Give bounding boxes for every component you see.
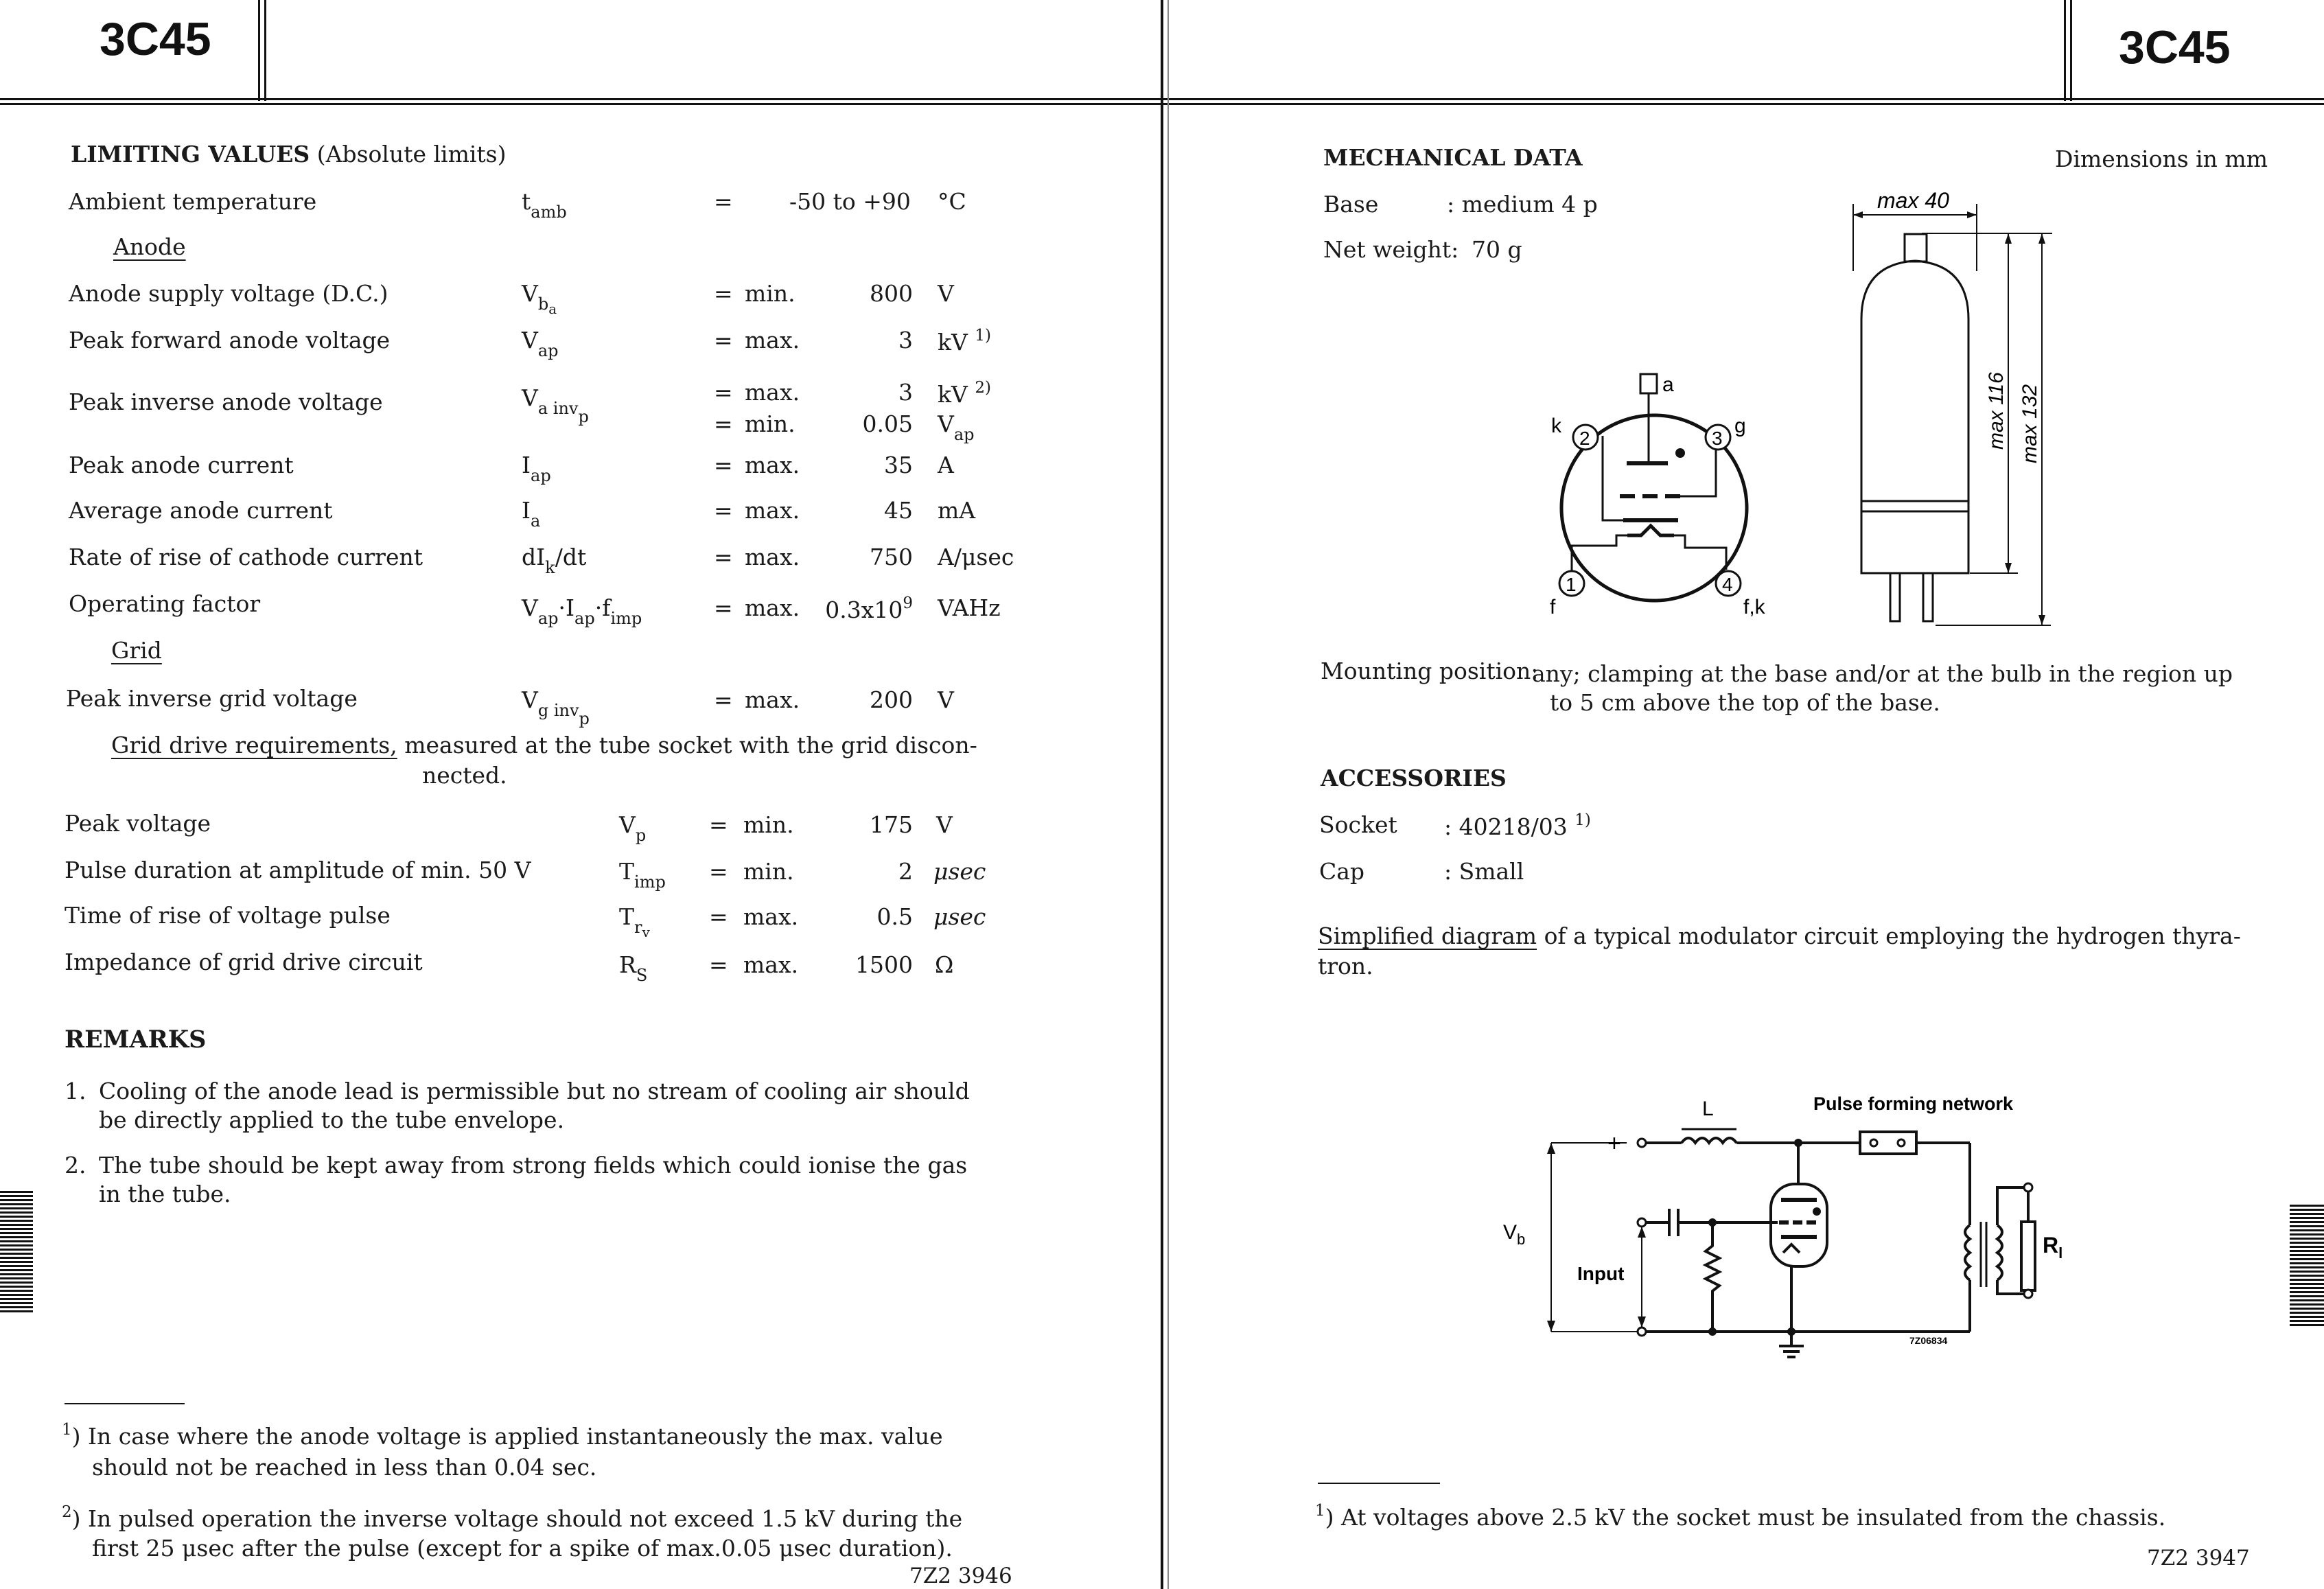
row-unit: V: [938, 280, 954, 307]
weight-label: Net weight:: [1323, 236, 1459, 263]
sym-main: I: [522, 452, 531, 478]
mounting-text-cont: to 5 cm above the top of the base.: [1550, 689, 1940, 716]
node-resistor-bottom: [1708, 1327, 1717, 1336]
row-qual: max.: [745, 497, 800, 524]
drive-row-symbol: [619, 903, 650, 940]
drive-row-label: Pulse duration at amplitude of min. 50 V: [65, 857, 531, 883]
drive-heading: Grid drive requirements,: [111, 732, 397, 758]
sym-sub-a: r: [634, 918, 642, 937]
row-eq: =: [714, 327, 733, 353]
right-title-box-divider-2: [2070, 0, 2072, 101]
grid-row-unit: V: [938, 686, 954, 713]
drive-row-symbol: [619, 811, 646, 845]
row-eq: =: [714, 379, 733, 406]
label-code: 7Z06834: [1909, 1335, 1948, 1346]
sym-main: T: [619, 858, 635, 885]
pin-label-4: 4: [1722, 574, 1733, 595]
drive-row-qual: max.: [743, 951, 799, 978]
drive-row-unit: μsec: [933, 903, 986, 930]
row-symbol: [522, 384, 589, 426]
row-label: Peak inverse anode voltage: [69, 388, 383, 415]
heater: [1627, 526, 1674, 535]
pin-label-f: f: [1550, 596, 1556, 618]
sym-sub-b: p: [579, 709, 590, 728]
row-label: Anode supply voltage (D.C.): [69, 280, 388, 307]
left-doc-code: 7Z2 3946: [909, 1564, 1012, 1588]
row-qual: max.: [745, 452, 800, 478]
label-input: Input: [1577, 1263, 1625, 1284]
remark-text-cont: in the tube.: [99, 1181, 231, 1207]
terminal-plus: [1638, 1139, 1646, 1147]
node-pfn-right: [1898, 1139, 1905, 1146]
remark-text-cont: be directly applied to the tube envelope.: [99, 1106, 565, 1133]
unit-sub-b: p: [964, 425, 975, 444]
sym-sub-a: a: [537, 341, 548, 360]
dimensions-note: Dimensions in mm: [2055, 146, 2268, 172]
thyratron-envelope: [1771, 1184, 1827, 1266]
anode-heading: Anode: [113, 233, 186, 260]
row-symbol: [522, 594, 642, 628]
left-footnote: [62, 1503, 962, 1532]
label-vb: [1503, 1221, 1525, 1248]
sym-sub: p: [635, 826, 647, 845]
pin-label-fk: f,k: [1743, 596, 1765, 618]
row-value: 800: [870, 280, 913, 307]
row-qual: max.: [745, 594, 800, 621]
left-title-box-divider: [258, 0, 260, 101]
sym-main: V: [522, 280, 538, 307]
row-qual: min.: [745, 410, 795, 437]
ambient-label: Ambient temperature: [69, 188, 317, 215]
base-value: : medium 4 p: [1447, 191, 1598, 218]
remarks-heading: REMARKS: [65, 1025, 207, 1054]
right-footnote-rule: [1318, 1483, 1440, 1484]
sym-sub: k: [545, 558, 555, 577]
load-resistor: [2021, 1222, 2035, 1290]
unit-sub: [954, 425, 975, 444]
drive-row-unit: μsec: [933, 858, 986, 885]
sym-sub-b: p: [540, 466, 551, 485]
drive-intro-cont: nected.: [422, 762, 507, 789]
row-value: 35: [884, 452, 913, 478]
sym-sub-b: a: [548, 301, 557, 317]
row-symbol: [522, 544, 586, 577]
pin-label-k: k: [1551, 415, 1561, 437]
label-rl-sub: l: [2058, 1244, 2063, 1262]
footnote-ref: 1): [1574, 811, 1591, 829]
row-unit: [938, 410, 975, 444]
grid-dash-1: [1620, 494, 1635, 498]
page-gutter-right: [1167, 0, 1169, 1589]
label-pfn: Pulse forming network: [1813, 1093, 2014, 1114]
label-rl: [2043, 1233, 2062, 1262]
sym-sub-a: a inv: [537, 399, 579, 418]
row-eq: =: [714, 452, 733, 478]
unit-main: kV: [938, 381, 968, 408]
unit-main: kV: [938, 329, 968, 356]
sym-sub: [537, 399, 589, 426]
thyratron-anode: [1781, 1198, 1817, 1202]
heater-lead-right: [1674, 535, 1726, 570]
row-eq: =: [714, 544, 733, 570]
sym-sub-b: p: [578, 407, 589, 426]
arrow-132-bottom: [2038, 615, 2045, 625]
row-qual: max.: [745, 327, 800, 353]
row-label: Operating factor: [69, 590, 261, 617]
grid-row-value: 200: [870, 686, 913, 713]
dim-max40: max 40: [1877, 189, 1949, 213]
unit-main: V: [938, 410, 954, 437]
row-symbol: [522, 452, 551, 485]
sym-sub: [537, 701, 590, 728]
sym-sub: imp: [634, 872, 666, 892]
sym-main: V: [522, 594, 538, 621]
pin-label-g: g: [1734, 415, 1746, 437]
row-qual: max.: [745, 379, 800, 406]
left-footnote-cont: first 25 μsec after the pulse (except for a spike of max.0.05 μsec duration).: [92, 1535, 953, 1562]
remark-number: 1.: [65, 1078, 86, 1104]
left-footnote-rule: [65, 1403, 185, 1404]
thyratron-grid-dash-3: [1806, 1220, 1816, 1225]
input-arrow-top: [1638, 1227, 1646, 1238]
value-exp: 9: [903, 594, 913, 612]
row-value: 750: [870, 544, 913, 570]
drive-row-value: 1500: [855, 951, 913, 978]
node-grid-junction: [1708, 1218, 1717, 1227]
row-qual: min.: [745, 280, 795, 307]
drive-row-value: 0.5: [876, 903, 913, 930]
ambient-value: -50 to +90: [789, 188, 911, 215]
sym-mid-2: ·f: [594, 594, 611, 621]
ambient-symbol-main: t: [522, 188, 531, 215]
footnote-text: ) At voltages above 2.5 kV the socket must be insulated from the chassis.: [1325, 1504, 2166, 1531]
right-page-title: 3C45: [2119, 21, 2231, 73]
node-pfn-left: [1870, 1139, 1877, 1146]
thyratron-heater: [1783, 1244, 1800, 1253]
gas-dot: [1675, 448, 1685, 458]
footnote-ref: 2): [975, 379, 991, 397]
grid-row-label: Peak inverse grid voltage: [66, 685, 358, 712]
footnote-mark: 2: [62, 1503, 72, 1521]
arrow-116-bottom: [2005, 563, 2012, 573]
transformer-secondary: [1997, 1225, 2002, 1280]
row-eq: =: [714, 280, 733, 307]
right-doc-code: 7Z2 3947: [2147, 1546, 2250, 1570]
limiting-values-subtitle: (Absolute limits): [316, 141, 507, 167]
left-edge-marker: [0, 1191, 33, 1314]
thyratron-cathode: [1781, 1235, 1817, 1239]
drive-row-eq: =: [709, 951, 728, 978]
sym-sub-b: v: [642, 924, 650, 940]
transformer-primary: [1965, 1225, 1970, 1280]
drive-row-label: Peak voltage: [65, 810, 211, 837]
ambient-eq: =: [714, 188, 733, 215]
bulb-outline: [1861, 261, 1968, 511]
grid-row-symbol: [522, 686, 590, 728]
arrow-132-top: [2038, 233, 2045, 244]
cap-label: Cap: [1319, 858, 1365, 885]
sym-main: I: [522, 497, 531, 524]
remark-text: Cooling of the anode lead is permissible but no stream of cooling air should: [99, 1078, 970, 1104]
terminal-input-bottom: [1638, 1327, 1646, 1336]
drive-row-qual: min.: [743, 811, 794, 838]
row-label: Average anode current: [69, 497, 333, 524]
sym-tail: /dt: [555, 544, 587, 570]
drive-row-value: 2: [898, 858, 913, 885]
drive-row-label: Impedance of grid drive circuit: [65, 949, 423, 975]
sym-main: V: [522, 686, 538, 713]
drive-row-unit: Ω: [935, 951, 954, 978]
drive-row-eq: =: [709, 903, 728, 930]
thyratron-grid-dash-2: [1793, 1220, 1802, 1225]
tube-outline-drawing: [1846, 189, 2073, 635]
drive-row-qual: min.: [743, 858, 794, 885]
grid-dash-3: [1665, 494, 1680, 498]
pin-label-1: 1: [1566, 574, 1577, 595]
footnote-mark: 1: [1315, 1502, 1325, 1520]
sym-sub-3: imp: [610, 609, 642, 628]
width-arrow-left: [1853, 211, 1863, 218]
remark-number: 2.: [65, 1152, 86, 1179]
dim-max116: max 116: [1985, 372, 2008, 450]
drive-row-eq: =: [709, 858, 728, 885]
sym-main: dI: [522, 544, 546, 570]
diagram-intro-text: of a typical modulator circuit employing the hydrogen thyra-: [1544, 923, 2241, 949]
terminal-secondary-top: [2024, 1183, 2032, 1192]
row-qual: max.: [745, 544, 800, 570]
row-symbol: [522, 280, 557, 317]
drive-text: measured at the tube socket with the grid discon-: [404, 732, 977, 758]
thyratron-grid-dash-1: [1779, 1220, 1789, 1225]
right-title-box-divider: [2064, 0, 2066, 101]
drive-row-qual: max.: [743, 903, 799, 930]
weight-value: 70 g: [1472, 236, 1522, 263]
label-rl-main: R: [2043, 1233, 2059, 1257]
sym-sub-b: p: [548, 341, 559, 360]
grid-resistor: [1706, 1222, 1719, 1332]
cathode-bar: [1623, 518, 1678, 522]
left-footnote-cont: should not be reached in less than 0.04 sec.: [92, 1454, 597, 1481]
socket-label: Socket: [1319, 811, 1397, 838]
row-eq: =: [714, 497, 733, 524]
row-unit: A: [938, 452, 954, 478]
sym-main: V: [522, 327, 538, 353]
label-vb-main: V: [1503, 1221, 1518, 1244]
row-value: 3: [898, 327, 913, 353]
drive-row-label: Time of rise of voltage pulse: [65, 902, 391, 929]
row-unit: A/μsec: [938, 544, 1014, 570]
drive-row-symbol: [619, 951, 647, 985]
arrow-116-top: [2005, 233, 2012, 244]
cap-value: : Small: [1444, 858, 1524, 885]
limiting-values-title: LIMITING VALUES: [71, 141, 310, 167]
footnote-mark: 1: [62, 1421, 72, 1439]
base-pin-diagram: [1534, 364, 1795, 625]
terminal-input-top: [1638, 1218, 1646, 1227]
right-edge-marker: [2290, 1205, 2324, 1328]
sym-main: V: [619, 811, 636, 838]
drive-row-eq: =: [709, 811, 728, 838]
pin-label-2: 2: [1579, 428, 1590, 449]
sym-sub: a: [531, 511, 541, 531]
drive-row-symbol: [619, 858, 666, 892]
grid-dash-2: [1642, 494, 1658, 498]
row-symbol: [522, 497, 540, 531]
sym-sub-a: b: [537, 294, 549, 314]
input-arrow-bottom: [1638, 1317, 1646, 1327]
label-plus: +: [1607, 1130, 1621, 1157]
diagram-intro-heading: Simplified diagram: [1318, 923, 1537, 949]
terminal-secondary-bottom: [2024, 1290, 2032, 1298]
row-value: 3: [898, 379, 913, 406]
sym-sub-a: a: [531, 466, 541, 485]
grid-row-eq: =: [714, 686, 733, 713]
diagram-intro-cont: tron.: [1318, 953, 1373, 979]
socket-value: [1444, 811, 1591, 840]
row-label: Peak anode current: [69, 452, 294, 478]
unit-sub-a: a: [953, 425, 964, 444]
row-value: [810, 594, 913, 623]
row-value: 45: [884, 497, 913, 524]
mechanical-heading: MECHANICAL DATA: [1323, 144, 1583, 171]
remark-text: The tube should be kept away from strong fields which could ionise the gas: [99, 1152, 968, 1179]
ambient-symbol-sub: amb: [531, 202, 567, 222]
right-footnote: [1315, 1502, 2165, 1531]
row-eq: =: [714, 410, 733, 437]
value-main: 0.3x10: [825, 596, 903, 623]
grid-heading: Grid: [111, 637, 162, 664]
left-page-title: 3C45: [100, 13, 211, 65]
mounting-text: any; clamping at the base and/or at the bulb in the region up: [1532, 660, 2233, 687]
row-unit: mA: [938, 497, 976, 524]
socket-value-text: : 40218/03: [1444, 813, 1568, 840]
sym-sub: [531, 466, 551, 485]
vb-arrow-bottom: [1547, 1321, 1555, 1332]
dim-max132: max 132: [2019, 384, 2041, 463]
sym-main: V: [522, 384, 538, 411]
left-footnote: [62, 1421, 943, 1450]
base-label: Base: [1323, 191, 1379, 218]
footnote-text: ) In case where the anode voltage is applied instantaneously the max. value: [71, 1423, 943, 1450]
sym-mid: ·I: [558, 594, 575, 621]
sym-sub: [537, 294, 557, 317]
node-cathode-bottom: [1787, 1327, 1796, 1336]
vb-arrow-top: [1547, 1143, 1555, 1154]
node-anode-junction: [1794, 1139, 1802, 1147]
ambient-symbol: [522, 188, 567, 222]
sym-sub: [538, 341, 559, 360]
label-L: L: [1702, 1098, 1714, 1120]
anode-cap-top: [1905, 234, 1927, 262]
modulator-circuit: [1489, 1088, 2107, 1383]
drive-row-unit: V: [936, 811, 953, 838]
inductor-L: [1682, 1138, 1736, 1143]
anode-plate: [1627, 461, 1668, 465]
sym-sub: ap: [537, 609, 559, 628]
width-arrow-right: [1967, 211, 1977, 218]
page-gutter-left: [1161, 0, 1163, 1589]
thyratron-gas-dot: [1813, 1207, 1821, 1216]
row-label: Peak forward anode voltage: [69, 327, 391, 353]
label-vb-sub: b: [1517, 1231, 1526, 1248]
pin-label-3: 3: [1712, 428, 1723, 449]
drive-row-value: 175: [870, 811, 913, 838]
sym-main: T: [619, 903, 635, 930]
sym-sub-2: ap: [574, 609, 595, 628]
sym-sub-a: g inv: [537, 701, 579, 720]
base-pin-right: [1923, 573, 1933, 621]
drive-intro: [111, 732, 977, 758]
anode-cap-square: [1640, 374, 1657, 393]
row-label: Rate of rise of cathode current: [69, 544, 423, 570]
cathode-lead: [1603, 436, 1623, 520]
diagram-intro: [1318, 923, 2241, 949]
pin-label-a: a: [1662, 373, 1674, 396]
row-unit: [938, 327, 991, 356]
limiting-values-heading: [71, 141, 507, 167]
secondary-top: [1997, 1187, 2028, 1225]
sym-sub: [634, 918, 650, 940]
row-unit: VAHz: [938, 594, 1001, 621]
row-value: 0.05: [862, 410, 913, 437]
grid-row-qual: max.: [745, 686, 800, 713]
left-title-box-divider-2: [264, 0, 266, 101]
row-unit: [938, 379, 991, 408]
ambient-unit: °C: [938, 188, 966, 215]
footnote-text: ) In pulsed operation the inverse voltage should not exceed 1.5 kV during the: [71, 1505, 963, 1532]
sym-main: R: [619, 951, 636, 978]
footnote-ref: 1): [975, 327, 991, 345]
mounting-label: Mounting position:: [1321, 658, 1539, 684]
accessories-heading: ACCESSORIES: [1321, 765, 1507, 791]
base-pin-left: [1890, 573, 1900, 621]
sym-sub: S: [636, 966, 648, 985]
pfn-box: [1860, 1132, 1916, 1154]
row-eq: =: [714, 594, 733, 621]
row-symbol: [522, 327, 559, 360]
